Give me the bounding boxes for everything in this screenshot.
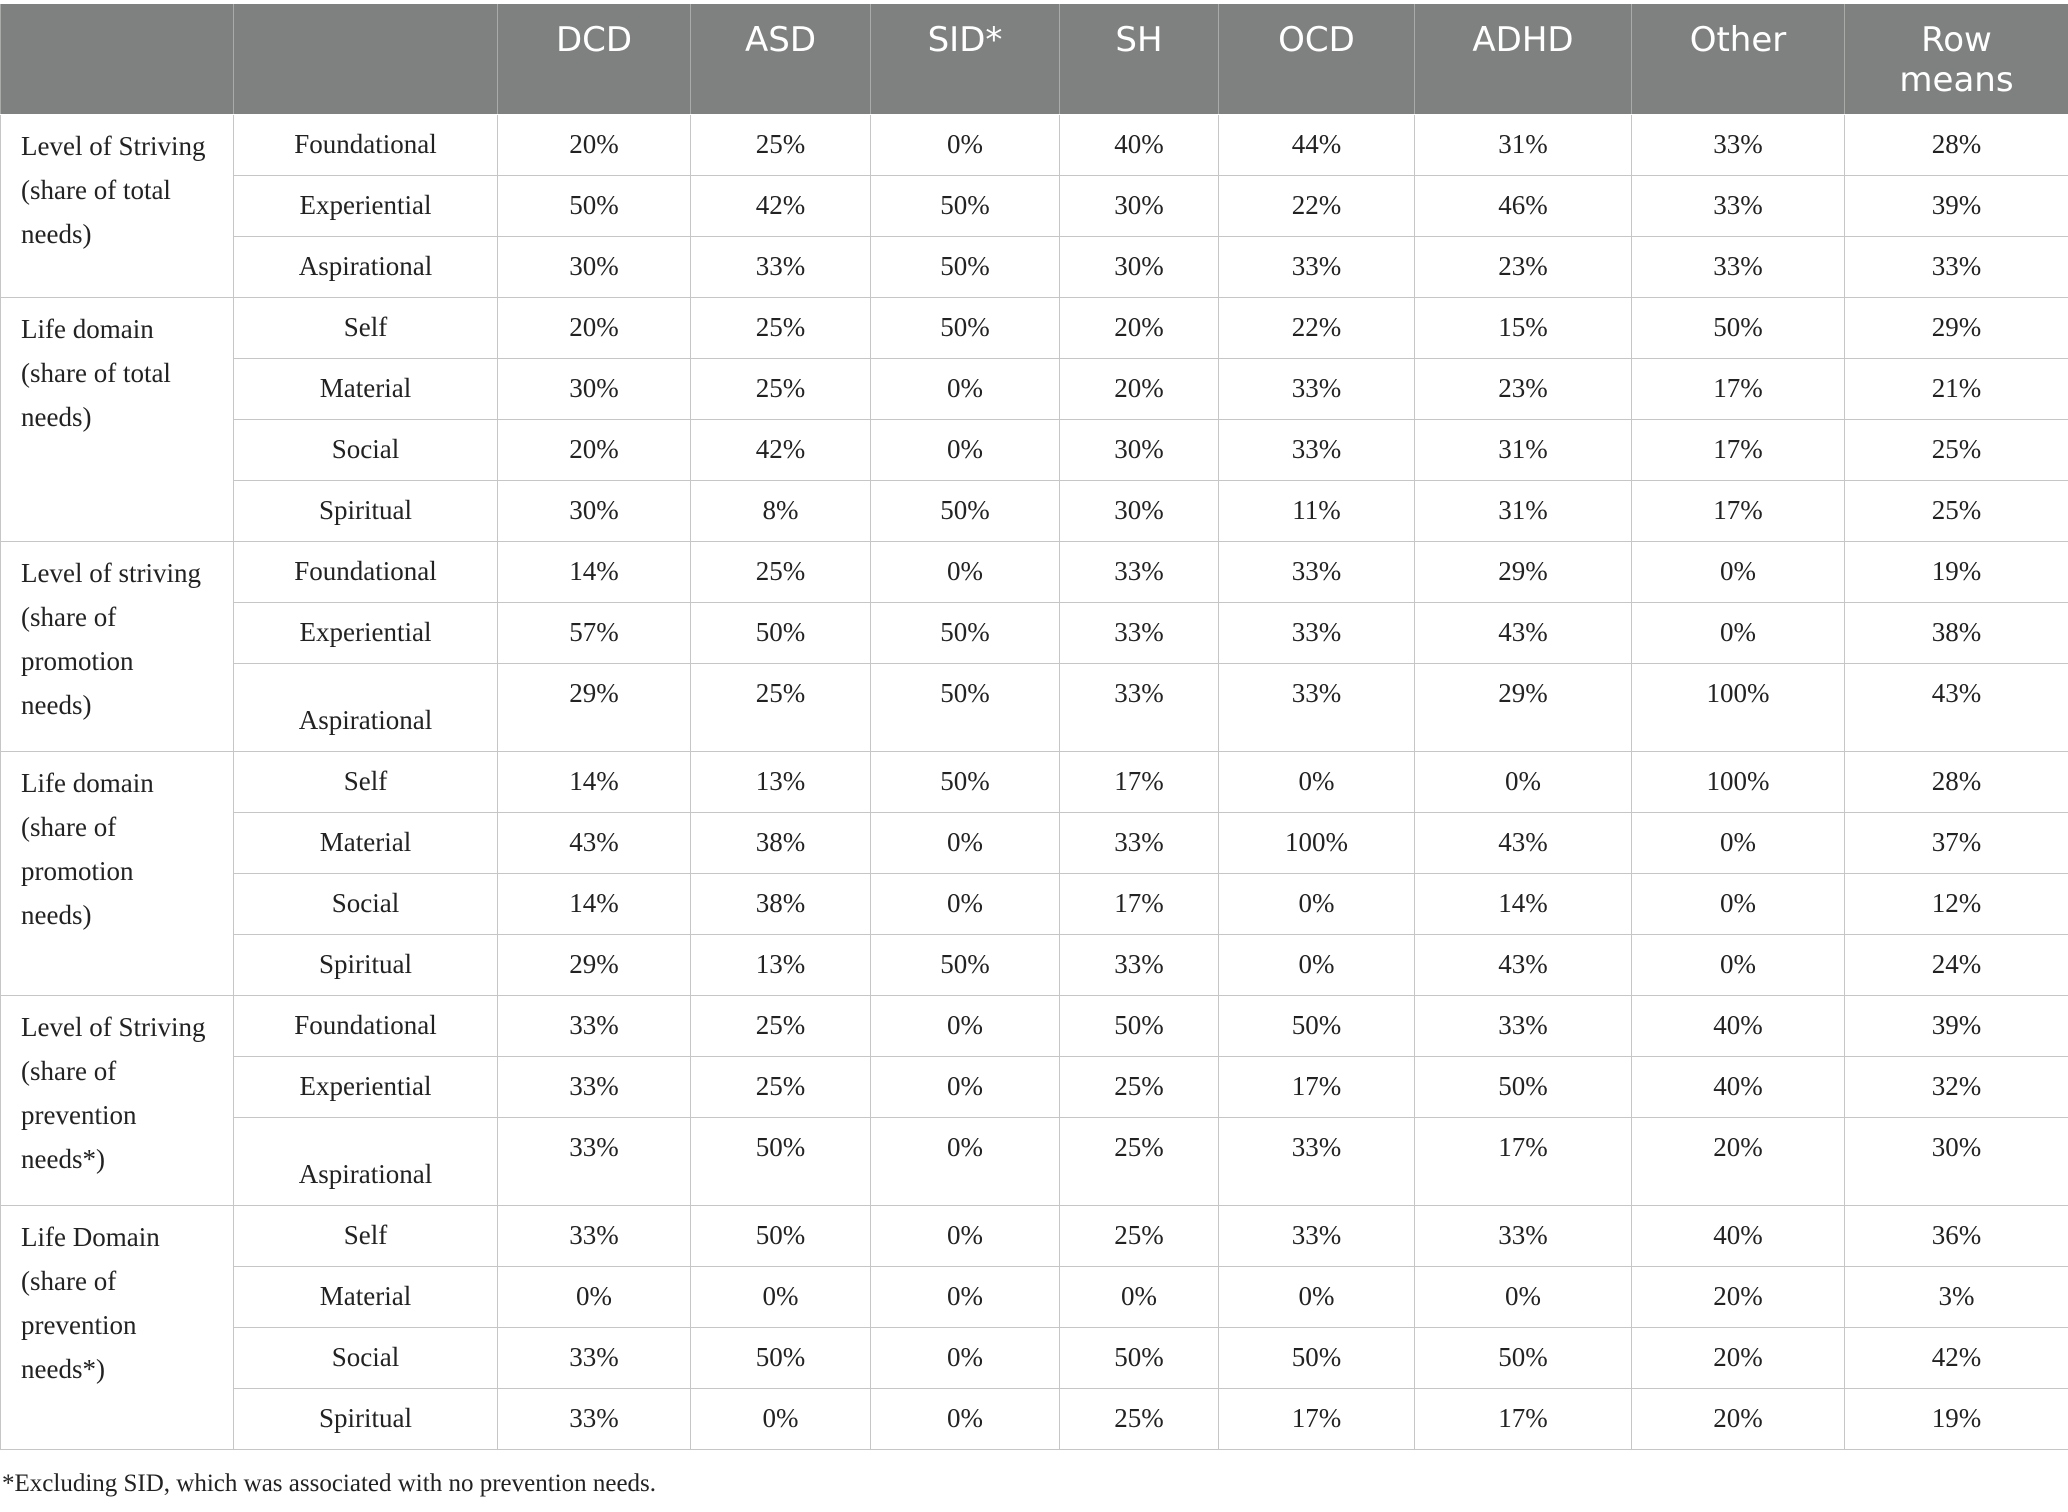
value-cell: 33% [1845,236,2068,297]
table-row [1,1056,2068,1117]
value-cell: 33% [498,1056,691,1117]
value-cell: 37% [1845,812,2068,873]
value-cell: 30% [498,480,691,541]
row-label: Material [234,358,498,419]
table-row [1,480,2068,541]
value-cell: 50% [871,480,1060,541]
value-cell: 20% [1632,1266,1845,1327]
value-cell: 33% [1632,175,1845,236]
value-cell: 100% [1219,812,1415,873]
value-cell: 38% [691,812,871,873]
value-cell: 31% [1415,480,1632,541]
value-cell: 28% [1845,114,2068,175]
value-cell: 33% [1060,541,1219,602]
value-cell: 57% [498,602,691,663]
value-cell: 0% [691,1388,871,1449]
table-header [1,4,2068,114]
column-header: OCD [1219,4,1415,114]
table-body [1,114,2068,1449]
table-row [1,602,2068,663]
value-cell: 30% [1060,480,1219,541]
value-cell: 29% [1415,541,1632,602]
value-cell: 50% [871,602,1060,663]
value-cell: 40% [1060,114,1219,175]
table-row [1,1266,2068,1327]
value-cell: 38% [691,873,871,934]
value-cell: 0% [1632,873,1845,934]
row-label: Aspirational [234,236,498,297]
value-cell: 43% [1415,812,1632,873]
table-row [1,1327,2068,1388]
value-cell: 33% [1060,812,1219,873]
value-cell: 20% [1632,1327,1845,1388]
value-cell: 0% [871,1117,1060,1205]
row-label: Material [234,812,498,873]
value-cell: 0% [1060,1266,1219,1327]
value-cell: 33% [1060,602,1219,663]
value-cell: 8% [691,480,871,541]
value-cell: 50% [871,934,1060,995]
table-row [1,297,2068,358]
value-cell: 25% [691,297,871,358]
value-cell: 0% [1415,751,1632,812]
row-label: Spiritual [234,1388,498,1449]
value-cell: 30% [1060,236,1219,297]
value-cell: 33% [1219,541,1415,602]
row-label: Material [234,1266,498,1327]
value-cell: 23% [1415,358,1632,419]
group-label [1,297,234,541]
value-cell: 33% [1219,358,1415,419]
value-cell: 25% [1845,480,2068,541]
value-cell: 17% [1060,873,1219,934]
group-label [1,751,234,995]
value-cell: 40% [1632,1056,1845,1117]
header-blank-cell [1,4,234,114]
value-cell: 33% [1415,995,1632,1056]
value-cell: 50% [1415,1327,1632,1388]
value-cell: 50% [498,175,691,236]
table-row [1,934,2068,995]
value-cell: 14% [498,873,691,934]
value-cell: 13% [691,934,871,995]
table-row [1,873,2068,934]
value-cell: 0% [1219,934,1415,995]
value-cell: 100% [1632,663,1845,751]
row-label: Experiential [234,175,498,236]
value-cell: 50% [871,663,1060,751]
value-cell: 28% [1845,751,2068,812]
value-cell: 33% [498,1205,691,1266]
group-label-line: Level of Striving [21,130,206,161]
value-cell: 17% [1632,358,1845,419]
value-cell: 33% [1219,236,1415,297]
value-cell: 42% [691,175,871,236]
value-cell: 0% [871,1205,1060,1266]
value-cell: 0% [871,812,1060,873]
group-label-line: needs) [21,899,92,930]
table-row [1,812,2068,873]
value-cell: 0% [1632,812,1845,873]
value-cell: 43% [498,812,691,873]
row-label: Spiritual [234,934,498,995]
value-cell: 33% [498,1117,691,1205]
value-cell: 30% [498,236,691,297]
row-label: Experiential [234,1056,498,1117]
value-cell: 23% [1415,236,1632,297]
value-cell: 0% [871,1056,1060,1117]
group-label-line: prevention [21,1099,137,1130]
group-label [1,1205,234,1449]
value-cell: 50% [1219,995,1415,1056]
value-cell: 39% [1845,175,2068,236]
group-label-line: Life domain [21,767,154,798]
value-cell: 30% [498,358,691,419]
row-label: Foundational [234,541,498,602]
value-cell: 25% [1060,1056,1219,1117]
value-cell: 20% [1060,297,1219,358]
value-cell: 24% [1845,934,2068,995]
table-row [1,541,2068,602]
column-header: Row means [1845,4,2068,114]
value-cell: 0% [1219,873,1415,934]
value-cell: 31% [1415,419,1632,480]
value-cell: 0% [871,1327,1060,1388]
value-cell: 0% [691,1266,871,1327]
value-cell: 50% [1415,1056,1632,1117]
group-label-line: (share of total [21,174,171,205]
value-cell: 36% [1845,1205,2068,1266]
row-label: Self [234,1205,498,1266]
value-cell: 33% [1219,663,1415,751]
value-cell: 33% [1415,1205,1632,1266]
value-cell: 25% [1060,1205,1219,1266]
table-row [1,175,2068,236]
value-cell: 50% [1060,1327,1219,1388]
value-cell: 25% [1060,1388,1219,1449]
header-row [1,4,2068,114]
value-cell: 0% [1415,1266,1632,1327]
value-cell: 17% [1219,1056,1415,1117]
value-cell: 20% [498,297,691,358]
value-cell: 50% [691,602,871,663]
group-label-line: needs) [21,401,92,432]
group-label-line: needs*) [21,1143,105,1174]
column-header: DCD [498,4,691,114]
table-row [1,419,2068,480]
value-cell: 25% [691,358,871,419]
table-row [1,751,2068,812]
value-cell: 50% [871,175,1060,236]
value-cell: 50% [871,236,1060,297]
row-label: Social [234,873,498,934]
value-cell: 0% [1219,751,1415,812]
value-cell: 19% [1845,541,2068,602]
group-label-line: promotion [21,855,134,886]
row-label: Aspirational [234,1117,498,1205]
value-cell: 11% [1219,480,1415,541]
value-cell: 0% [1632,934,1845,995]
value-cell: 29% [498,663,691,751]
value-cell: 33% [498,995,691,1056]
value-cell: 43% [1415,602,1632,663]
table-row [1,995,2068,1056]
value-cell: 33% [1632,114,1845,175]
value-cell: 25% [691,114,871,175]
column-header: ADHD [1415,4,1632,114]
header-blank-cell [234,4,498,114]
table-row [1,236,2068,297]
table-row [1,1205,2068,1266]
value-cell: 39% [1845,995,2068,1056]
value-cell: 0% [871,1388,1060,1449]
group-label-line: Life domain [21,313,154,344]
value-cell: 25% [691,1056,871,1117]
table-row [1,1117,2068,1205]
value-cell: 25% [691,663,871,751]
value-cell: 50% [871,751,1060,812]
value-cell: 14% [1415,873,1632,934]
value-cell: 17% [1060,751,1219,812]
value-cell: 0% [1632,541,1845,602]
value-cell: 33% [691,236,871,297]
table-row [1,114,2068,175]
value-cell: 33% [1219,602,1415,663]
value-cell: 33% [1060,934,1219,995]
value-cell: 15% [1415,297,1632,358]
group-label-line: prevention [21,1309,137,1340]
value-cell: 33% [498,1327,691,1388]
value-cell: 50% [691,1327,871,1388]
value-cell: 29% [498,934,691,995]
group-label-line: needs) [21,689,92,720]
column-header: Other [1632,4,1845,114]
value-cell: 43% [1415,934,1632,995]
value-cell: 33% [1219,1117,1415,1205]
group-label-line: promotion [21,645,134,676]
row-label: Aspirational [234,663,498,751]
value-cell: 50% [1632,297,1845,358]
value-cell: 43% [1845,663,2068,751]
value-cell: 20% [498,114,691,175]
row-label: Foundational [234,995,498,1056]
value-cell: 50% [1219,1327,1415,1388]
row-label: Spiritual [234,480,498,541]
value-cell: 12% [1845,873,2068,934]
value-cell: 50% [691,1205,871,1266]
value-cell: 25% [691,995,871,1056]
value-cell: 46% [1415,175,1632,236]
group-label [1,995,234,1205]
group-label-line: (share of [21,601,117,632]
value-cell: 14% [498,541,691,602]
value-cell: 14% [498,751,691,812]
table-row [1,663,2068,751]
value-cell: 0% [871,358,1060,419]
value-cell: 40% [1632,995,1845,1056]
value-cell: 0% [871,873,1060,934]
row-label: Foundational [234,114,498,175]
value-cell: 17% [1415,1388,1632,1449]
value-cell: 50% [691,1117,871,1205]
table-row [1,1388,2068,1449]
group-label-line: Life Domain [21,1221,160,1252]
value-cell: 20% [1632,1117,1845,1205]
group-label [1,114,234,297]
group-label-line: (share of [21,1055,117,1086]
value-cell: 42% [1845,1327,2068,1388]
value-cell: 20% [1632,1388,1845,1449]
value-cell: 38% [1845,602,2068,663]
group-label-line: needs) [21,218,92,249]
value-cell: 0% [871,1266,1060,1327]
value-cell: 33% [498,1388,691,1449]
value-cell: 100% [1632,751,1845,812]
value-cell: 44% [1219,114,1415,175]
value-cell: 50% [1060,995,1219,1056]
value-cell: 25% [1845,419,2068,480]
value-cell: 17% [1415,1117,1632,1205]
table-row [1,358,2068,419]
value-cell: 32% [1845,1056,2068,1117]
value-cell: 42% [691,419,871,480]
results-table [0,4,2068,1450]
row-label: Self [234,297,498,358]
value-cell: 0% [871,541,1060,602]
group-label-line: Level of striving [21,557,201,588]
group-label-line: (share of [21,1265,117,1296]
group-label [1,541,234,751]
value-cell: 30% [1845,1117,2068,1205]
value-cell: 0% [871,995,1060,1056]
value-cell: 30% [1060,419,1219,480]
value-cell: 31% [1415,114,1632,175]
row-label: Social [234,419,498,480]
value-cell: 40% [1632,1205,1845,1266]
value-cell: 3% [1845,1266,2068,1327]
column-header: SH [1060,4,1219,114]
value-cell: 19% [1845,1388,2068,1449]
value-cell: 0% [498,1266,691,1327]
table-footnote: *Excluding SID, which was associated with no prevention needs. [2,1470,657,1497]
value-cell: 17% [1632,480,1845,541]
value-cell: 21% [1845,358,2068,419]
value-cell: 17% [1632,419,1845,480]
value-cell: 0% [871,114,1060,175]
value-cell: 25% [1060,1117,1219,1205]
group-label-line: needs*) [21,1353,105,1384]
group-label-line: Level of Striving [21,1011,206,1042]
value-cell: 0% [1219,1266,1415,1327]
group-label-line: (share of [21,811,117,842]
value-cell: 0% [871,419,1060,480]
value-cell: 29% [1415,663,1632,751]
value-cell: 33% [1219,419,1415,480]
row-label: Experiential [234,602,498,663]
value-cell: 33% [1632,236,1845,297]
value-cell: 13% [691,751,871,812]
group-label-line: (share of total [21,357,171,388]
column-header: SID* [871,4,1060,114]
value-cell: 29% [1845,297,2068,358]
value-cell: 20% [498,419,691,480]
value-cell: 33% [1060,663,1219,751]
value-cell: 50% [871,297,1060,358]
value-cell: 20% [1060,358,1219,419]
value-cell: 25% [691,541,871,602]
value-cell: 17% [1219,1388,1415,1449]
value-cell: 30% [1060,175,1219,236]
value-cell: 0% [1632,602,1845,663]
value-cell: 22% [1219,297,1415,358]
column-header: ASD [691,4,871,114]
row-label: Self [234,751,498,812]
value-cell: 33% [1219,1205,1415,1266]
value-cell: 22% [1219,175,1415,236]
row-label: Social [234,1327,498,1388]
